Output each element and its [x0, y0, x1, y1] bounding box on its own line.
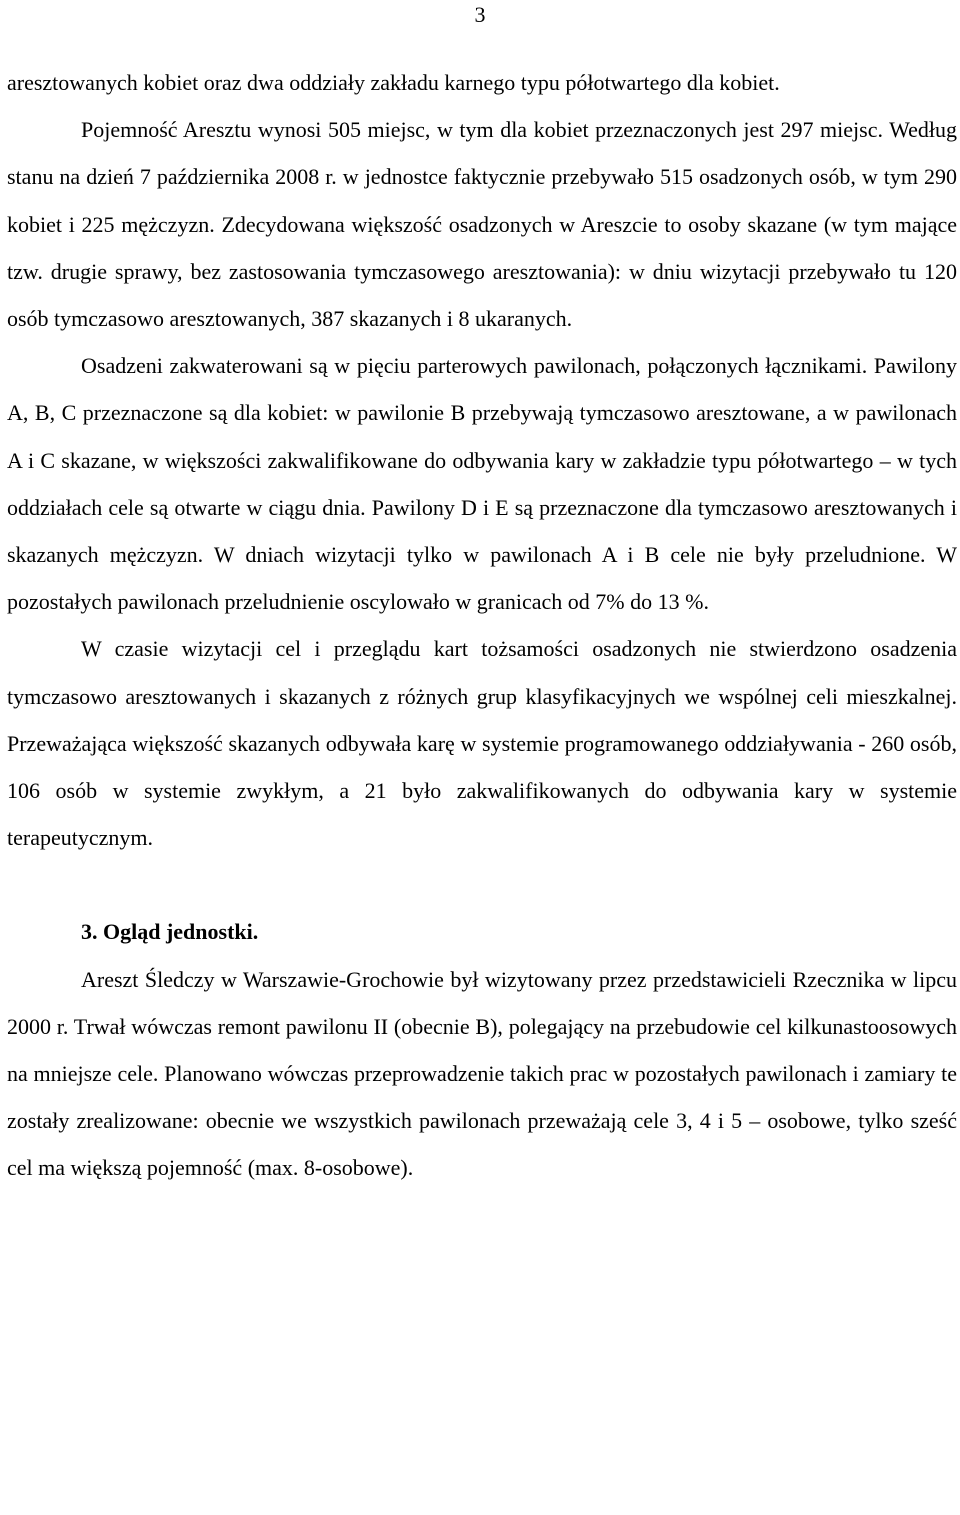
document-body	[7, 59, 957, 1192]
paragraph-inspection: Areszt Śledczy w Warszawie-Grochowie był wizytowany przez przedstawicieli Rzecznika w lipcu 2000 r. Trwał wówczas remont pawilonu II (obecnie B), polegający na przebudowie cel kilkunastoosowych na mniejsze cele. Planowano wówczas przeprowadzenie takich prac w pozostałych pawilonach i zamiary te zostały zrealizowane: obecnie we wszystkich pawilonach przeważają cele 3, 4 i 5 – osobowe, tylko sześć cel ma większą pojemność (max. 8-osobowe).	[7, 966, 957, 1181]
section-spacer	[7, 861, 957, 908]
paragraph-continuation: aresztowanych kobiet oraz dwa oddziały zakładu karnego typu półotwartego dla kobiet.	[7, 70, 780, 95]
paragraph-classification: W czasie wizytacji cel i przeglądu kart tożsamości osadzonych nie stwierdzono osadzenia tymczasowo aresztowanych i skazanych z różnych grup klasyfikacyjnych we wspólnej celi mieszkalnej. Przeważająca większość skazanych odbywała karę w systemie programowanego oddziaływania - 260 osób, 106 osób w systemie zwykłym, a 21 było zakwalifikowanych do odbywania kary w systemie terapeutycznym.	[7, 636, 957, 851]
page-number: 3	[474, 2, 486, 27]
paragraph-pavilions: Osadzeni zakwaterowani są w pięciu parterowych pawilonach, połączonych łącznikami. Pawilony A, B, C przeznaczone są dla kobiet: w pawilonie B przebywają tymczasowo aresztowane, a w pawilonach A i C skazane, w większości zakwalifikowane do odbywania kary w zakładzie typu półotwartego – w tych oddziałach cele są otwarte w ciągu dnia. Pawilony D i E są przeznaczone dla tymczasowo aresztowanych i skazanych mężczyzn. W dniach wizytacji tylko w pawilonach A i B cele nie były przeludnione. W pozostałych pawilonach przeludnienie oscylowało w granicach od 7% do 13 %.	[7, 353, 957, 615]
paragraph-capacity: Pojemność Aresztu wynosi 505 miejsc, w tym dla kobiet przeznaczonych jest 297 miejsc. Według stanu na dzień 7 października 2008 r. w jednostce faktycznie przebywało 515 osadzonych osób, w tym 290 kobiet i 225 mężczyzn. Zdecydowana większość osadzonych w Areszcie to osoby skazane (w tym mające tzw. drugie sprawy, bez zastosowania tymczasowego aresztowania): w dniu wizytacji przebywało tu 120 osób tymczasowo aresztowanych, 387 skazanych i 8 ukaranych.	[7, 117, 957, 332]
section-heading: 3. Ogląd jednostki.	[81, 919, 259, 945]
